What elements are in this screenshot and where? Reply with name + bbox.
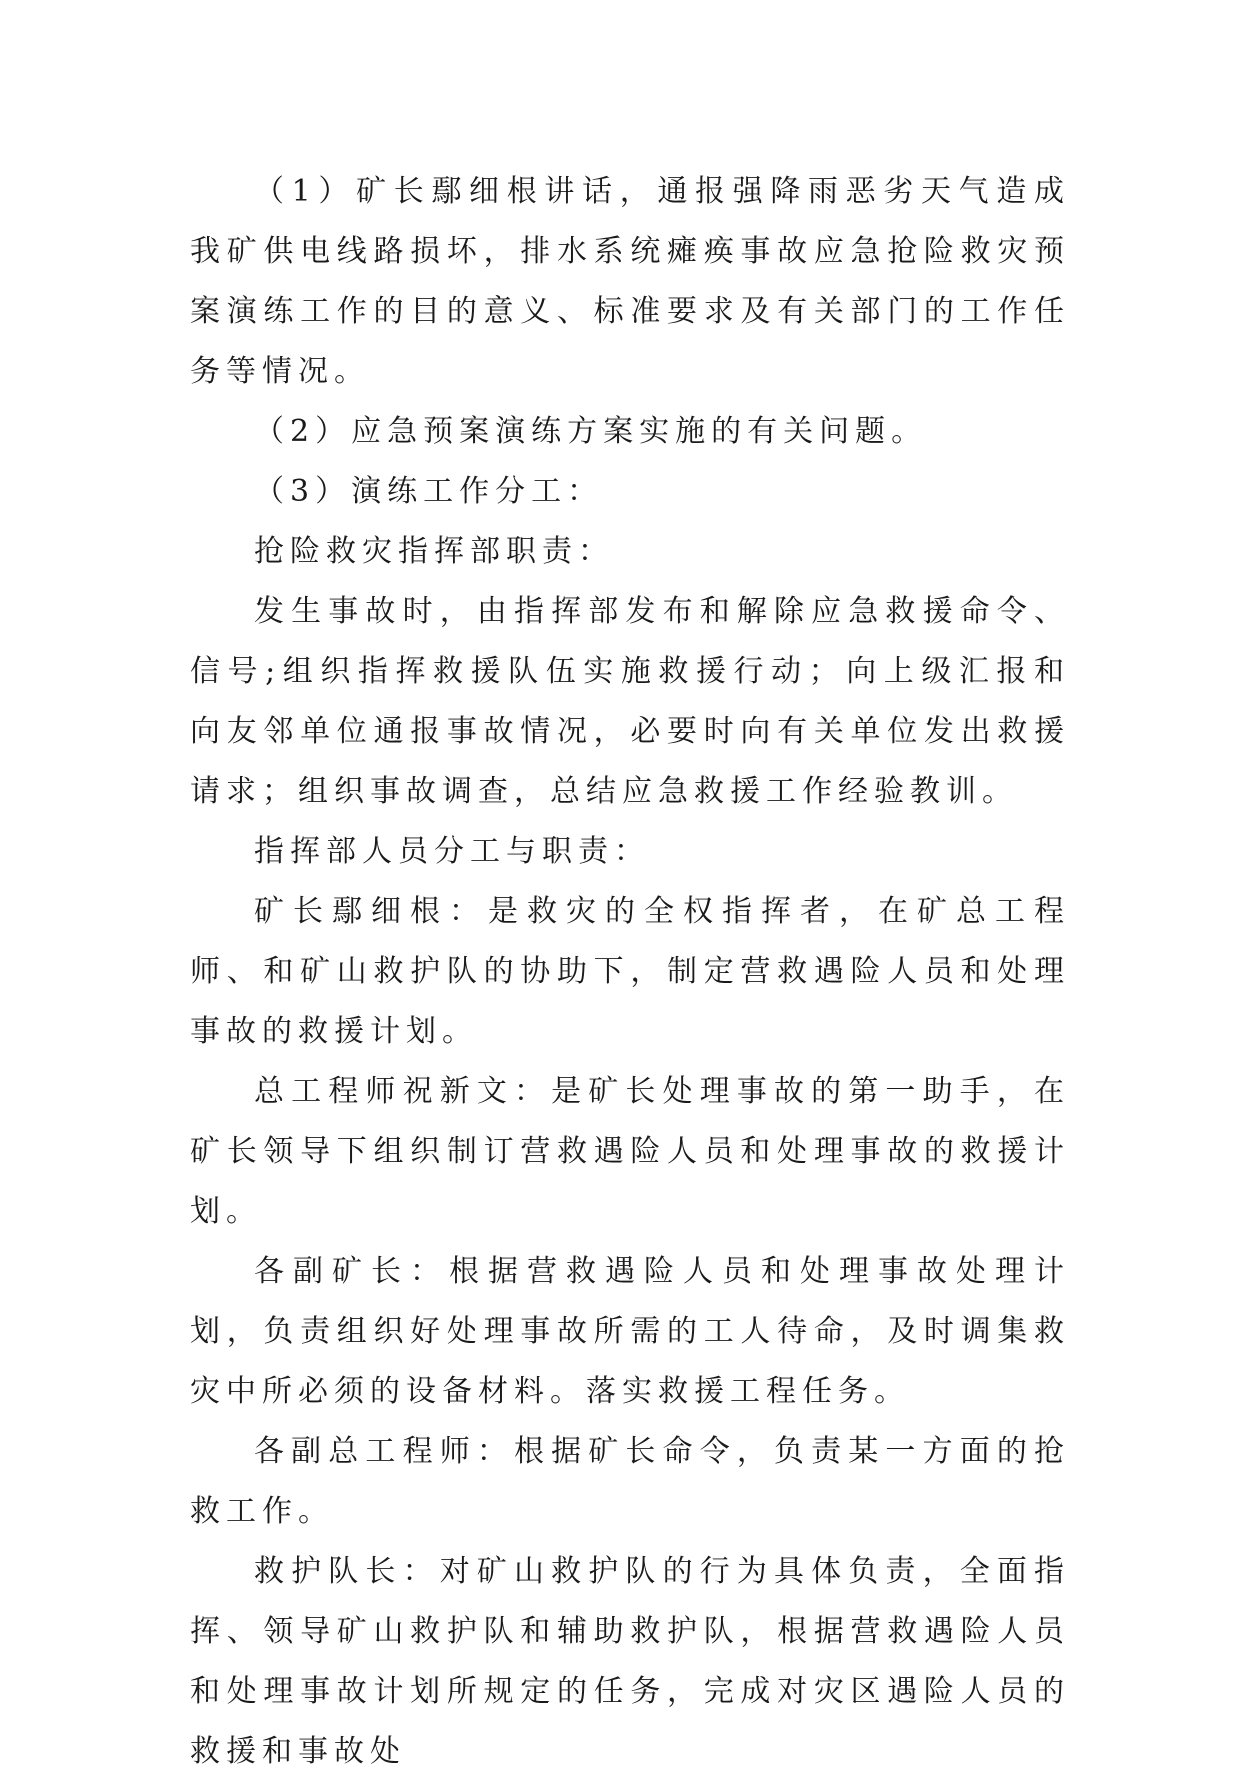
- paragraph-7: 矿长鄢细根：是救灾的全权指挥者，在矿总工程师、和矿山救护队的协助下，制定营救遇险人员和处理事故的救援计划。: [190, 894, 1070, 1049]
- paragraph-9: 各副矿长：根据营救遇险人员和处理事故处理计划，负责组织好处理事故所需的工人待命，及时调集救灾中所必须的设备材料。落实救援工程任务。: [190, 1254, 1070, 1409]
- paragraph-11: 救护队长：对矿山救护队的行为具体负责，全面指挥、领导矿山救护队和辅助救护队，根据营救遇险人员和处理事故计划所规定的任务，完成对灾区遇险人员的救援和事故处: [190, 1554, 1070, 1769]
- paragraph-8: 总工程师祝新文：是矿长处理事故的第一助手，在矿长领导下组织制订营救遇险人员和处理事故的救援计划。: [190, 1074, 1070, 1229]
- paragraph-2: （2）应急预案演练方案实施的有关问题。: [254, 414, 928, 449]
- paragraph-6: 指挥部人员分工与职责：: [254, 834, 650, 869]
- paragraph-5: 发生事故时，由指挥部发布和解除应急救援命令、信号;组织指挥救援队伍实施救援行动；向上级汇报和向友邻单位通报事故情况，必要时向有关单位发出救援请求；组织事故调查，总结应急救援工作经验教训。: [190, 594, 1070, 809]
- paragraph-1: （1）矿长鄢细根讲话，通报强降雨恶劣天气造成我矿供电线路损坏，排水系统瘫痪事故应急抢险救灾预案演练工作的目的意义、标准要求及有关部门的工作任务等情况。: [190, 174, 1070, 389]
- paragraph-3: （3）演练工作分工：: [254, 474, 604, 509]
- document-body: [190, 162, 1070, 1782]
- paragraph-4: 抢险救灾指挥部职责：: [254, 534, 614, 569]
- paragraph-10: 各副总工程师：根据矿长命令，负责某一方面的抢救工作。: [190, 1434, 1070, 1529]
